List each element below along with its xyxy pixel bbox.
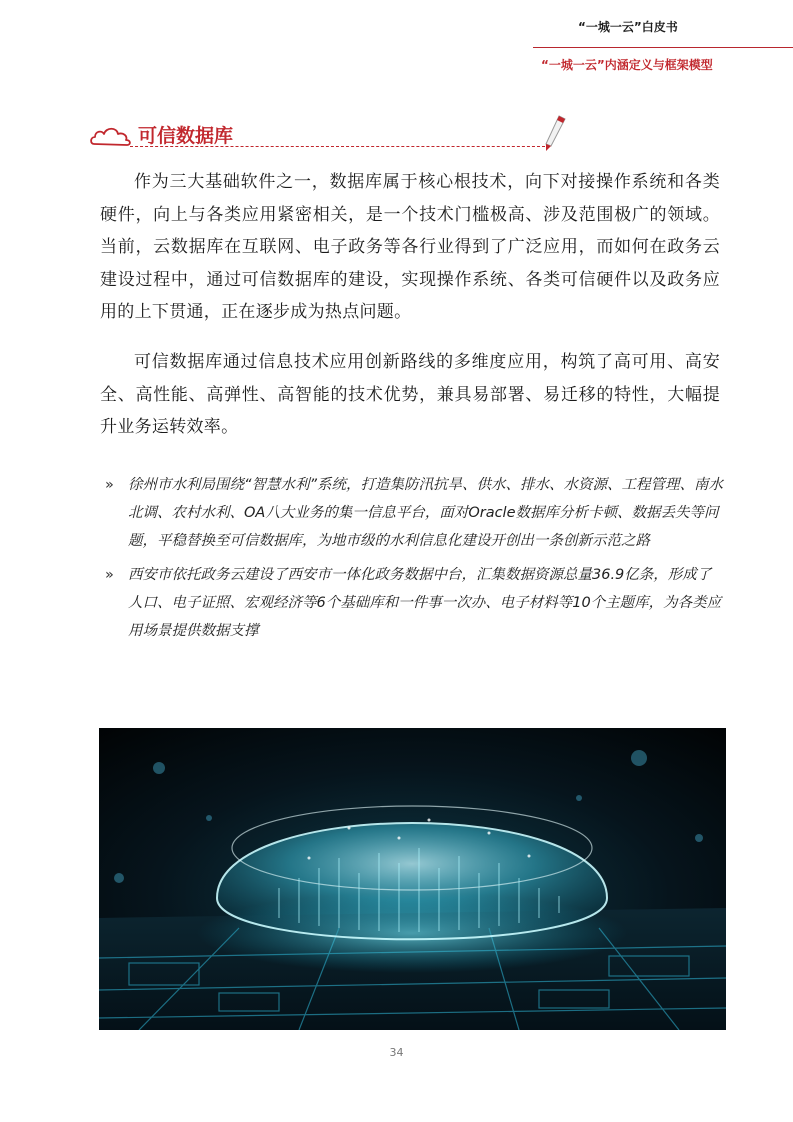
chapter-subtitle: “一城一云”内涵定义与框架模型	[541, 58, 713, 72]
pen-icon	[542, 114, 568, 152]
bullet-marker: »	[105, 477, 114, 493]
database-illustration	[99, 728, 726, 1030]
list-item-text: 西安市依托政务云建设了西安市一体化政务数据中台，汇集数据资源总量36.9亿条，形成了人口、电子证照、宏观经济等6个基础库和一件事一次办、电子材料等10个主题库，为各类应用场景提供数据支撑	[128, 567, 722, 639]
header-divider	[533, 47, 793, 48]
list-item-text: 徐州市水利局围绕“智慧水利”系统，打造集防汛抗旱、供水、排水、水资源、工程管理、南水北调、农村水利、OA八大业务的集一信息平台，面对Oracle数据库分析卡顿、数据丢失等问题，平稳替换至可信数据库，为地市级的水利信息化建设开创出一条创新示范之路	[128, 477, 724, 549]
document-header-title: “一城一云”白皮书	[578, 20, 678, 34]
list-item	[105, 471, 725, 555]
page-number: 34	[389, 1046, 404, 1059]
cloud-icon	[90, 124, 132, 148]
list-item	[105, 561, 725, 645]
section-heading	[90, 114, 570, 154]
body-paragraph: 可信数据库通过信息技术应用创新路线的多维度应用，构筑了高可用、高安全、高性能、高弹性、高智能的技术优势，兼具易部署、易迁移的特性，大幅提升业务运转效率。	[100, 352, 720, 437]
section-divider	[130, 146, 545, 147]
case-list	[105, 471, 725, 651]
section-title: 可信数据库	[138, 125, 234, 147]
bullet-marker: »	[105, 567, 114, 583]
body-paragraph: 作为三大基础软件之一，数据库属于核心根技术，向下对接操作系统和各类硬件，向上与各类应用紧密相关，是一个技术门槛极高、涉及范围极广的领域。当前，云数据库在互联网、电子政务等各行业得到了广泛应用，而如何在政务云建设过程中，通过可信数据库的建设，实现操作系统、各类可信硬件以及政务应用的上下贯通，正在逐步成为热点问题。	[100, 172, 720, 322]
